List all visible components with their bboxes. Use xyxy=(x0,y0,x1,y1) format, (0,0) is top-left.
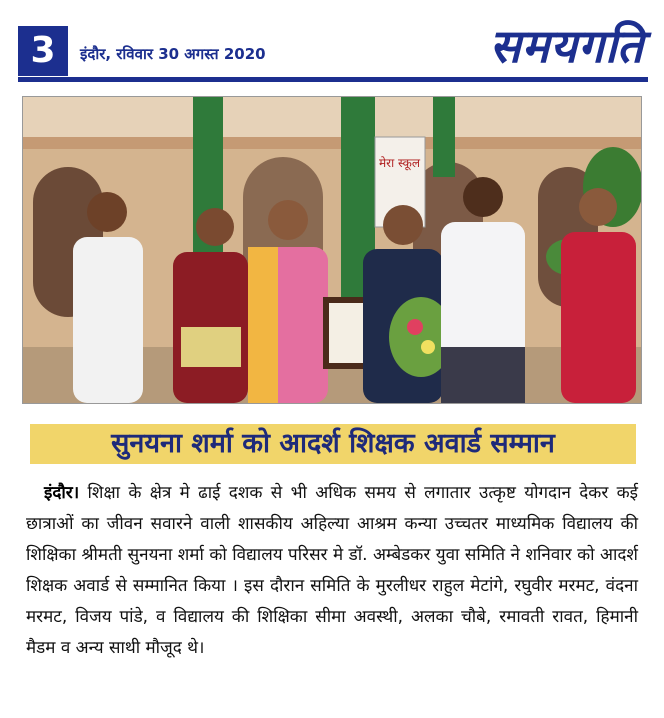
school-sign-text: मेरा स्कूल xyxy=(379,156,421,170)
dateline: इंदौर, रविवार 30 अगस्त 2020 xyxy=(80,45,266,63)
newspaper-brand-logo: समयगति xyxy=(489,19,644,73)
news-photo xyxy=(22,96,642,404)
group-photo-illustration xyxy=(23,97,641,403)
article-headline: सुनयना शर्मा को आदर्श शिक्षक अवार्ड सम्मान xyxy=(111,428,555,459)
article-city: इंदौर। xyxy=(44,483,80,503)
masthead xyxy=(18,19,648,84)
article-text: शिक्षा के क्षेत्र मे ढाई दशक से भी अधिक समय से लगातार उत्कृष्ट योगदान देकर कई छात्राओं का जीवन सवारने वाली शासकीय अहिल्या आश्रम कन्या उच्चतर माध्यमिक विद्यालय की शिक्षिका श्रीमती सुनयना शर्मा को विद्यालय परिसर मे डॉ. अम्बेडकर युवा समिति ने शनिवार को आदर्श शिक्षक अवार्ड से सम्मानित किया । इस दौरान समिति के मुरलीधर राहुल मेटांगे, रघुवीर मरमट, वंदना मरमट, विजय पांडे, व विद्यालय की शिक्षिका सीमा अवस्थी, अलका चौबे, रमावती रावत, हिमानी मैडम व अन्य साथी मौजूद थे। xyxy=(26,483,639,658)
article-body xyxy=(26,478,638,664)
masthead-rule xyxy=(18,77,648,82)
page-number: 3 xyxy=(18,26,68,76)
